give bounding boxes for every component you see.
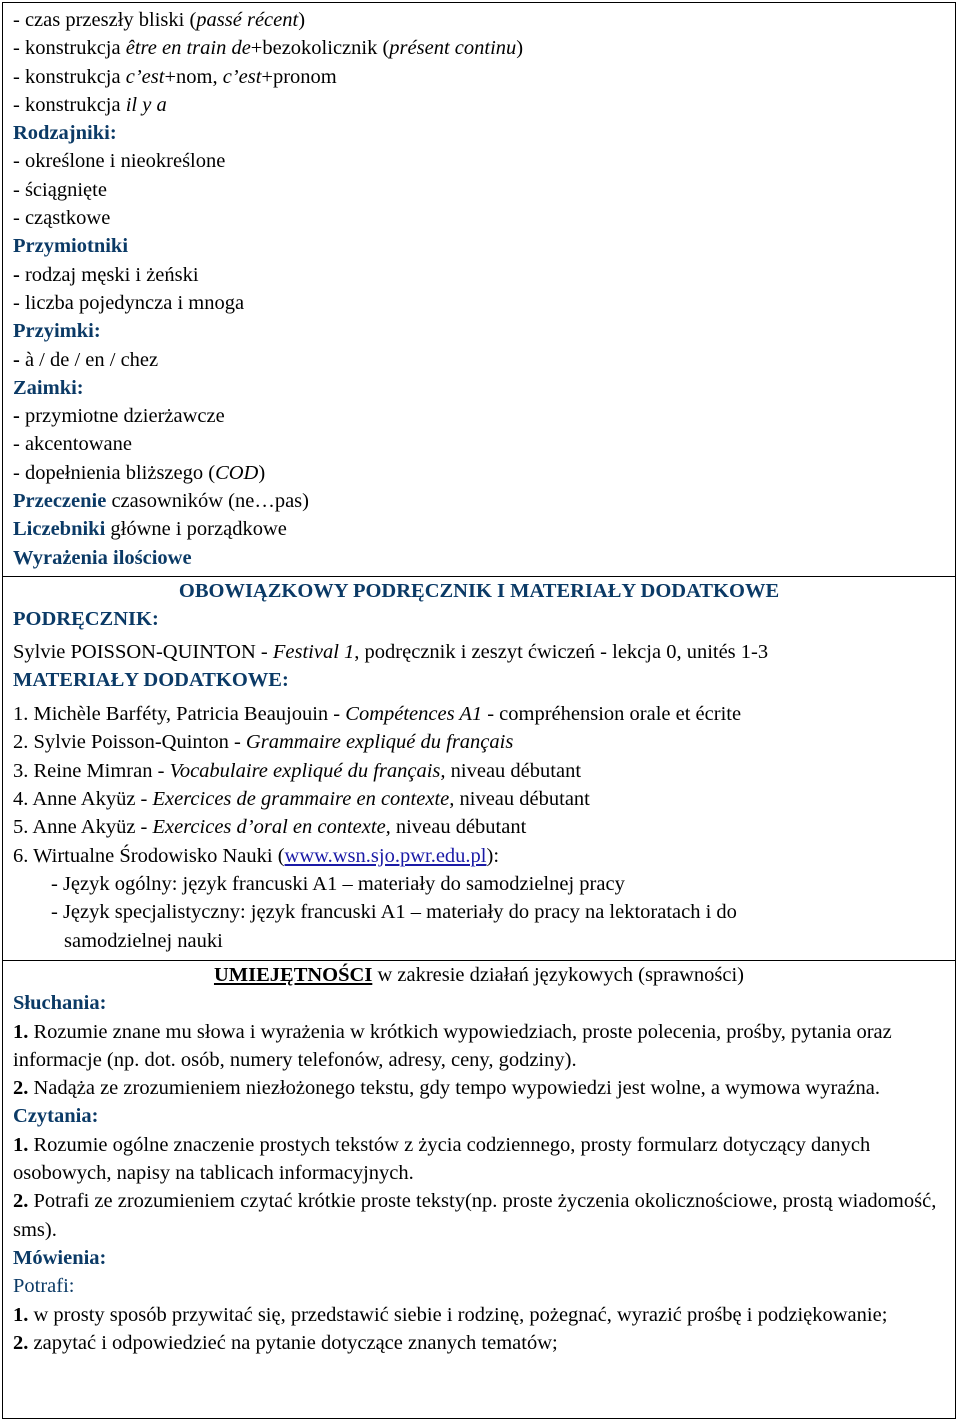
skill-item: 1. Rozumie ogólne znaczenie prostych tekstów z życia codziennego, prosty formularz dotyczący danych osobowych, napisy na tablicach informacyjnych.: [13, 1133, 871, 1185]
list-item: - przymiotne dzierżawcze: [13, 405, 225, 428]
grammar-line-cest: - konstrukcja c’est+nom, c’est+pronom: [13, 65, 337, 88]
grammar-line-przeczenie: Przeczenie czasowników (ne…pas): [13, 490, 309, 513]
heading-materialy-dodatkowe: MATERIAŁY DODATKOWE:: [13, 668, 289, 691]
list-item: - akcentowane: [13, 433, 132, 456]
grammar-line-il-y-a: - konstrukcja il y a: [13, 93, 167, 116]
material-item-6: 6. Wirtualne Środowisko Nauki (www.wsn.sjo.pwr.edu.pl):: [13, 844, 500, 867]
material-subitem-specialist-cont: samodzielnej nauki: [64, 929, 223, 952]
skill-item: 1. w prosty sposób przywitać się, przedstawić siebie i rodzinę, pożegnać, wyrazić prośbę i podziękowanie;: [13, 1303, 888, 1326]
list-item: - dopełnienia bliższego (COD): [13, 461, 266, 484]
skill-item: 2. zapytać i odpowiedzieć na pytanie dotyczące znanych tematów;: [13, 1331, 558, 1354]
heading-rodzajniki: Rodzajniki:: [13, 122, 117, 145]
material-item-3: 3. Reine Mimran - Vocabulaire expliqué du français, niveau débutant: [13, 759, 582, 782]
list-item: - liczba pojedyncza i mnoga: [13, 291, 245, 314]
heading-czytania: Czytania:: [13, 1105, 99, 1128]
material-subitem-general: - Język ogólny: język francuski A1 – materiały do samodzielnej pracy: [51, 872, 625, 895]
heading-przyimki: Przyimki:: [13, 320, 101, 343]
material-item-4: 4. Anne Akyüz - Exercices de grammaire en contexte, niveau débutant: [13, 788, 590, 811]
list-item: - rodzaj męski i żeński: [13, 263, 199, 286]
skill-item: 2. Nadąża ze zrozumieniem niezłożonego tekstu, gdy tempo wypowiedzi jest wolne, a wymowa wyraźna.: [13, 1077, 880, 1100]
heading-zaimki: Zaimki:: [13, 376, 84, 399]
list-item: - cząstkowe: [13, 207, 111, 230]
heading-sluchania: Słuchania:: [13, 992, 107, 1015]
document-page: [2, 2, 956, 1419]
material-subitem-specialist: - Język specjalistyczny: język francuski A1 – materiały do pracy na lektoratach i do: [51, 901, 737, 924]
wsn-link[interactable]: www.wsn.sjo.pwr.edu.pl: [284, 844, 487, 867]
heading-mowienia: Mówienia:: [13, 1246, 107, 1269]
label-potrafi: Potrafi:: [13, 1275, 75, 1298]
list-item: - à / de / en / chez: [13, 348, 159, 371]
materials-title: OBOWIĄZKOWY PODRĘCZNIK I MATERIAŁY DODATKOWE: [178, 580, 780, 602]
heading-liczebniki: Liczebniki: [13, 518, 106, 541]
list-item: - ściągnięte: [13, 178, 107, 201]
skill-item: 2. Potrafi ze zrozumieniem czytać krótkie proste teksty(np. proste życzenia okolicznościowe, prostą wiadomość, sms).: [13, 1190, 937, 1241]
grammar-line-liczebniki: Liczebniki główne i porządkowe: [13, 518, 287, 541]
textbook-entry: Sylvie POISSON-QUINTON - Festival 1, podręcznik i zeszyt ćwiczeń - lekcja 0, unités 1-3: [13, 640, 769, 663]
materials-section: [3, 577, 955, 961]
skills-title: UMIEJĘTNOŚCI w zakresie działań językowych (sprawności): [213, 964, 745, 986]
heading-przymiotniki: Przymiotniki: [13, 235, 129, 258]
list-item: - określone i nieokreślone: [13, 150, 226, 173]
grammar-line-present-continu: - konstrukcja être en train de+bezokolicznik (présent continu): [13, 37, 524, 60]
material-item-2: 2. Sylvie Poisson-Quinton - Grammaire expliqué du français: [13, 731, 514, 754]
heading-wyrazenia: Wyrażenia ilościowe: [13, 546, 192, 569]
material-item-5: 5. Anne Akyüz - Exercices d’oral en contexte, niveau débutant: [13, 816, 527, 839]
skill-item: 1. Rozumie znane mu słowa i wyrażenia w krótkich wypowiedziach, proste polecenia, prośby, pytania oraz informacje (np. dot. osób, numery telefonów, adresy, ceny, godziny).: [13, 1020, 892, 1071]
heading-przeczenie: Przeczenie: [13, 490, 107, 513]
grammar-line-passe-recent: - czas przeszły bliski (passé récent): [13, 9, 306, 31]
grammar-section: [3, 3, 955, 577]
material-item-1: 1. Michèle Barféty, Patricia Beaujouin - Compétences A1 - compréhension orale et écrite: [13, 703, 742, 726]
skills-section: [3, 961, 955, 1419]
heading-podrecznik: PODRĘCZNIK:: [13, 608, 159, 631]
